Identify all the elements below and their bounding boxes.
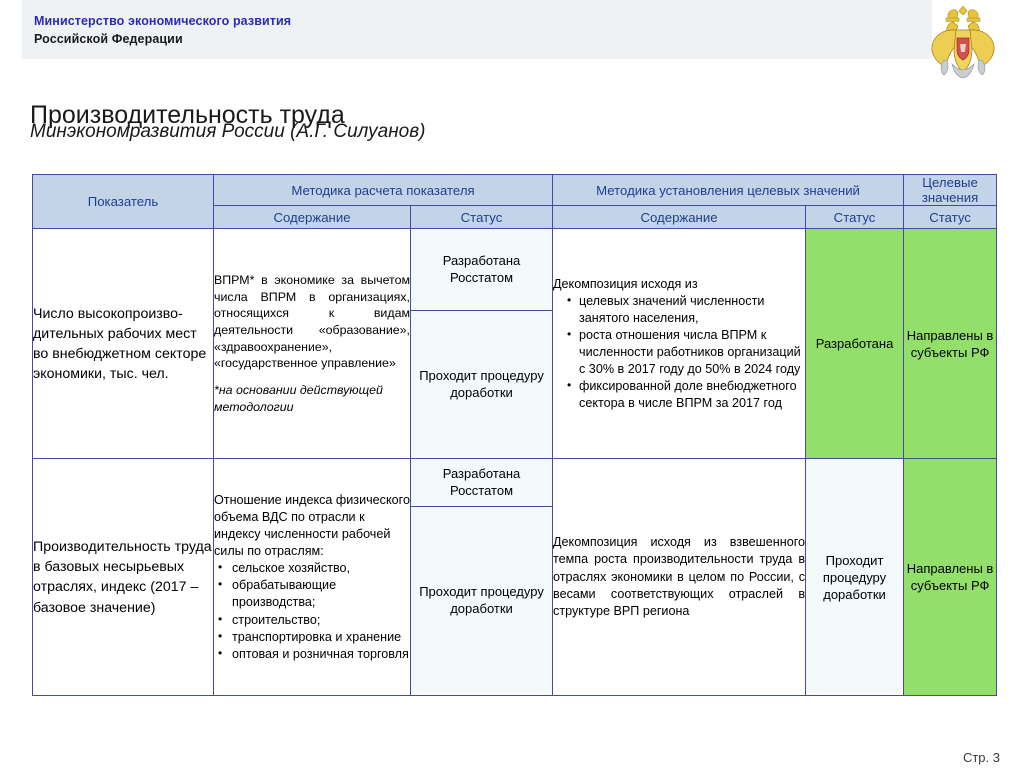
col-subheader-content-2: Содержание [553,206,806,229]
row2-calc-content [214,459,411,696]
page-title: Производительность труда [30,100,345,129]
row1-calc-status-2: Проходит процедуру доработки [411,311,553,459]
row1-target-values-status: Направлены в субъекты РФ [904,229,997,459]
list-item: • сельское хозяйство, [216,560,410,577]
page-number: Стр. 3 [962,750,1000,765]
page-subtitle: Минэкономразвития России (А.Г. Силуанов) [30,121,426,142]
list-item: • строительство; [216,612,410,629]
table-header-row-top [33,175,997,206]
indicators-table [32,174,997,696]
row2-target-content: Декомпозиция исходя из взвешенного темпа роста производительности труда в отраслях экономики в целом по России, с весами соответствующих отраслей в структуре ВРП региона [553,459,806,696]
row2-calc-status-2: Проходит процедуру доработки [411,507,553,696]
col-header-calc-method: Методика расчета показателя [214,175,553,206]
row1-calc-content [214,229,411,459]
ministry-name-line-2: Российской Федерации [34,32,183,46]
row1-indicator-name: Число высокопроизво-дительных рабочих мест во внебюджетном секторе экономики, тыс. чел. [33,229,214,459]
row2-calc-bullet-list [214,560,410,663]
row2-indicator-name: Производительность труда в базовых несырьевых отраслях, индекс (2017 – базовое значение) [33,459,214,696]
col-subheader-status-1: Статус [411,206,553,229]
list-item: • целевых значений численности занятого населения, [567,293,805,327]
row2-calc-content-lead: Отношение индекса физического объема ВДС по отрасли к индексу численности рабочей силы по отраслям: [214,492,410,559]
row1-calc-content-main: ВПРМ* в экономике за вычетом числа ВПРМ в организациях, относящихся к видам деятельности «образование», «здравоохранение», «государственное управление» [214,273,410,371]
ministry-header-band [22,0,932,59]
col-subheader-status-3: Статус [904,206,997,229]
list-item: • оптовая и розничная торговля [216,646,410,663]
list-item: • роста отношения числа ВПРМ к численности работников организаций с 30% в 2017 году до 50% в 2024 году [567,327,805,378]
col-subheader-status-2: Статус [806,206,904,229]
row1-calc-status-1: Разработана Росстатом [411,229,553,311]
col-header-indicator: Показатель [33,175,214,229]
row2-target-method-status: Проходит процедуру доработки [806,459,904,696]
col-header-target-method: Методика установления целевых значений [553,175,904,206]
row1-target-content [553,229,806,459]
russian-coat-of-arms-icon [926,2,1000,80]
list-item: • фиксированной доле внебюджетного сектора в числе ВПРМ за 2017 год [567,378,805,412]
row1-target-method-status: Разработана [806,229,904,459]
table-row [33,459,997,507]
row1-target-lead: Декомпозиция исходя из [553,277,698,292]
row2-target-values-status: Направлены в субъекты РФ [904,459,997,696]
row2-calc-status-1: Разработана Росстатом [411,459,553,507]
col-header-target-values: Целевые значения [904,175,997,206]
indicators-table-container [32,174,996,703]
table-row [33,229,997,311]
ministry-name-line-1: Министерство экономического развития [34,14,292,28]
col-subheader-content-1: Содержание [214,206,411,229]
list-item: • обрабатывающие производства; [216,577,410,611]
row1-target-bullet-list [553,293,805,411]
row1-calc-content-note: *на основании действующей методологии [214,382,383,414]
list-item: • транспортировка и хранение [216,629,410,646]
